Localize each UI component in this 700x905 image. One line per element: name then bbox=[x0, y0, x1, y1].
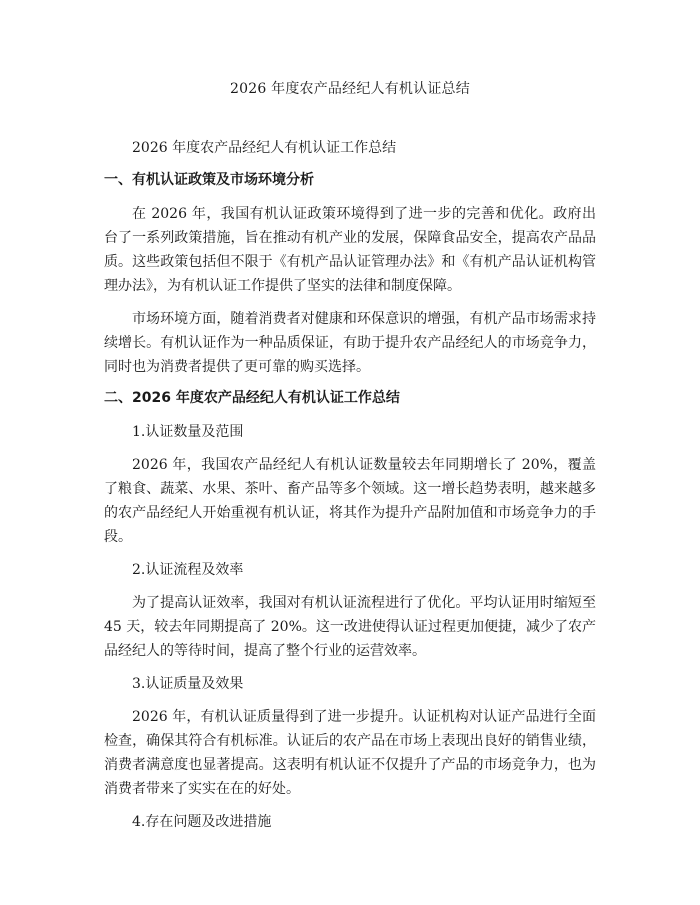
paragraph-policy-environment: 在 2026 年，我国有机认证政策环境得到了进一步的完善和优化。政府出台了一系列政策措施，旨在推动有机产业的发展，保障食品安全，提高农产品品质。这些政策包括但不限于《有机产品认证管理办法》和《有机产品认证机构管理办法》，为有机认证工作提供了坚实的法律和制度保障。 bbox=[104, 206, 596, 294]
section-heading-policy: 一、有机认证政策及市场环境分析 bbox=[104, 172, 314, 188]
paragraph-certification-quality: 2026 年，有机认证质量得到了进一步提升。认证机构对认证产品进行全面检查，确保其符合有机标准。认证后的农产品在市场上表现出良好的销售业绩，消费者满意度也显著提高。这表明有机认证不仅提升了产品的市场竞争力，也为消费者带来了实实在在的好处。 bbox=[104, 709, 596, 797]
document-title: 2026 年度农产品经纪人有机认证总结 bbox=[230, 81, 470, 97]
section-heading-summary: 二、2026 年度农产品经纪人有机认证工作总结 bbox=[104, 390, 400, 406]
subheading-certification-count: 1.认证数量及范围 bbox=[132, 424, 244, 440]
paragraph-certification-count: 2026 年，我国农产品经纪人有机认证数量较去年同期增长了 20%，覆盖了粮食、蔬菜、水果、茶叶、畜产品等多个领域。这一增长趋势表明，越来越多的农产品经纪人开始重视有机认证，将其作为提升产品附加值和市场竞争力的手段。 bbox=[104, 457, 596, 545]
paragraph-market-environment: 市场环境方面，随着消费者对健康和环保意识的增强，有机产品市场需求持续增长。有机认证作为一种品质保证，有助于提升农产品经纪人的市场竞争力，同时也为消费者提供了更可靠的购买选择。 bbox=[104, 311, 596, 375]
document-subtitle: 2026 年度农产品经纪人有机认证工作总结 bbox=[132, 140, 397, 156]
subheading-certification-process: 2.认证流程及效率 bbox=[132, 562, 244, 578]
subheading-issues-improvements: 4.存在问题及改进措施 bbox=[132, 814, 272, 830]
subheading-certification-quality: 3.认证质量及效果 bbox=[132, 676, 244, 692]
paragraph-certification-process: 为了提高认证效率，我国对有机认证流程进行了优化。平均认证用时缩短至 45 天，较去年同期提高了 20%。这一改进使得认证过程更加便捷，减少了农产品经纪人的等待时间，提高了整个行业的运营效率。 bbox=[104, 595, 596, 659]
